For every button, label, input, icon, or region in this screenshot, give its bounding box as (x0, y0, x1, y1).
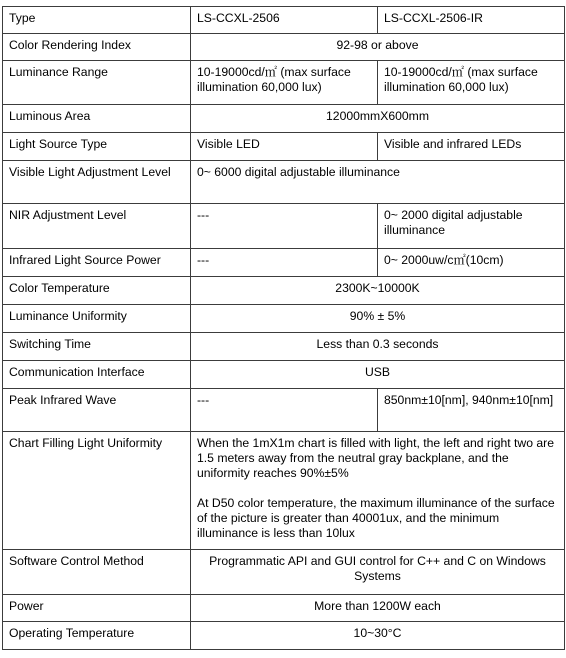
cell-value: 0~ 2000 digital adjustable illuminance (378, 204, 565, 249)
row-label: Power (3, 595, 191, 622)
cell-value: 12000mmX600mm (191, 105, 565, 133)
row-label: Switching Time (3, 333, 191, 361)
row-label: Luminance Uniformity (3, 305, 191, 333)
table-row (3, 277, 565, 305)
cell-value: More than 1200W each (191, 595, 565, 622)
row-label: Operating Temperature (3, 622, 191, 650)
cell-value: USB (191, 361, 565, 389)
row-label: Luminous Area (3, 105, 191, 133)
cell-value: 90% ± 5% (191, 305, 565, 333)
row-label: Color Rendering Index (3, 34, 191, 61)
cell-value: Less than 0.3 seconds (191, 333, 565, 361)
cell-value: LS-CCXL-2506 (191, 7, 378, 34)
cell-value: Visible LED (191, 133, 378, 161)
cell-value: LS-CCXL-2506-IR (378, 7, 565, 34)
table-row (3, 105, 565, 133)
table-row (3, 133, 565, 161)
table-row (3, 161, 565, 204)
cell-value: 0~ 2000uw/c㎡(10cm) (378, 249, 565, 277)
table-row (3, 61, 565, 105)
row-label: Communication Interface (3, 361, 191, 389)
row-label: Infrared Light Source Power (3, 249, 191, 277)
paragraph: At D50 color temperature, the maximum illuminance of the surface of the picture is greater than 40001ux, and the minimum illuminance is less than 10lux (197, 496, 555, 540)
spec-table (2, 6, 565, 650)
table-row (3, 249, 565, 277)
table-row (3, 34, 565, 61)
table-row (3, 595, 565, 622)
cell-value: 10-19000cd/㎡ (max surface illumination 60,000 lux) (191, 61, 378, 105)
row-label: Color Temperature (3, 277, 191, 305)
table-row (3, 7, 565, 34)
table-row (3, 432, 565, 550)
table-row (3, 204, 565, 249)
spec-table-container (2, 6, 565, 650)
row-label: Luminance Range (3, 61, 191, 105)
cell-value: 92-98 or above (191, 34, 565, 61)
cell-value: --- (191, 204, 378, 249)
row-label: Type (3, 7, 191, 34)
table-row (3, 622, 565, 650)
row-label: Light Source Type (3, 133, 191, 161)
table-row (3, 389, 565, 432)
table-row (3, 305, 565, 333)
table-row (3, 333, 565, 361)
cell-value: --- (191, 389, 378, 432)
cell-value: 10-19000cd/㎡ (max surface illumination 60,000 lux) (378, 61, 565, 105)
row-label: Visible Light Adjustment Level (3, 161, 191, 204)
row-label: NIR Adjustment Level (3, 204, 191, 249)
cell-value (191, 432, 565, 550)
cell-value: Visible and infrared LEDs (378, 133, 565, 161)
cell-value: Programmatic API and GUI control for C++ and C on Windows Systems (191, 550, 565, 595)
cell-value: 850nm±10[nm], 940nm±10[nm] (378, 389, 565, 432)
cell-value: 10~30°C (191, 622, 565, 650)
cell-value: --- (191, 249, 378, 277)
row-label: Software Control Method (3, 550, 191, 595)
table-row (3, 361, 565, 389)
row-label: Chart Filling Light Uniformity (3, 432, 191, 550)
paragraph: When the 1mX1m chart is filled with light, the left and right two are 1.5 meters away from the neutral gray backplane, and the uniformity reaches 90%±5% (197, 436, 554, 480)
row-label: Peak Infrared Wave (3, 389, 191, 432)
cell-value: 0~ 6000 digital adjustable illuminance (191, 161, 565, 204)
cell-value: 2300K~10000K (191, 277, 565, 305)
table-row (3, 550, 565, 595)
